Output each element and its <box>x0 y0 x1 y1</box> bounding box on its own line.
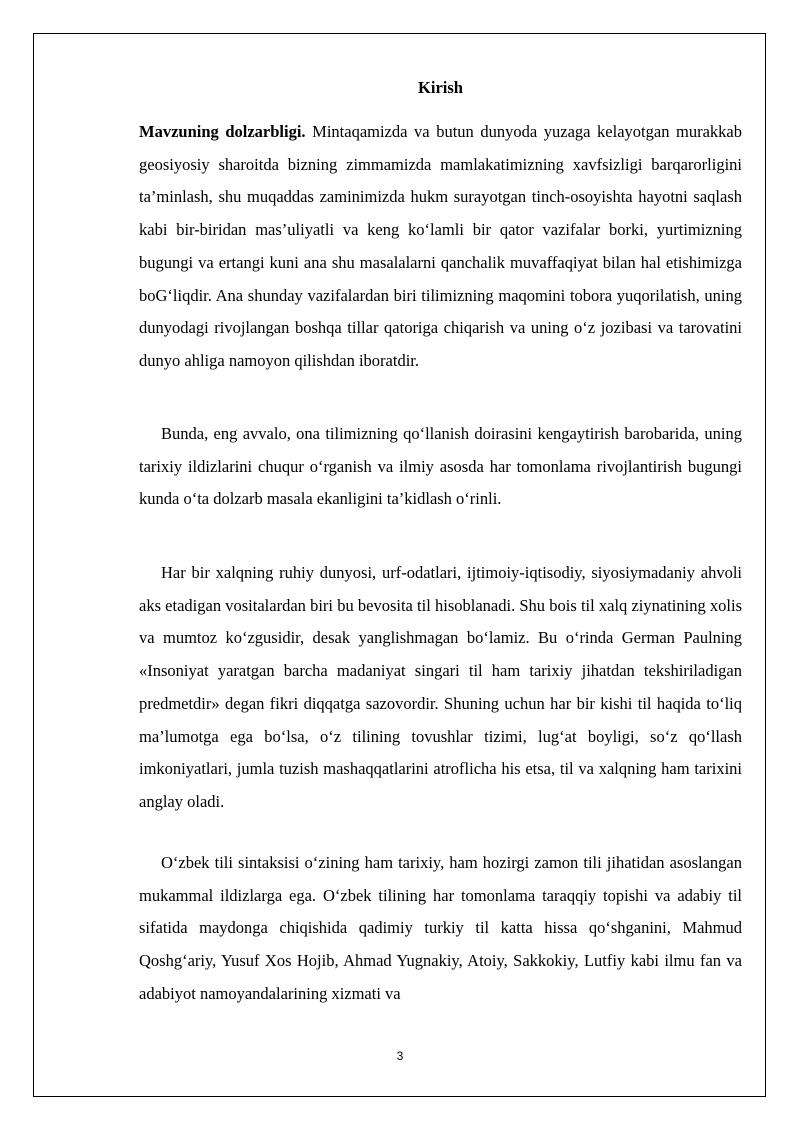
paragraph-relevance <box>139 116 742 378</box>
paragraph-2: Bunda, eng avvalo, ona tilimizning qo‘llanish doirasini kengaytirish barobarida, uning tarixiy ildizlarini chuqur o‘rganish va ilmiy asosda har tomonlama rivojlantirish bugungi kunda o‘ta dolzarb masala ekanligini ta’kidlash o‘rinli. <box>139 424 742 509</box>
section-title: Kirish <box>418 78 463 97</box>
paragraph-3: Har bir xalqning ruhiy dunyosi, urf-odatlari, ijtimoiy-iqtisodiy, siyosiymadaniy ahvoli aks etadigan vositalardan biri bu bevosita til hisoblanadi. Shu bois til xalq ziynatining xolis va mumtoz ko‘zgusidir, desak yanglishmagan bo‘lamiz. Bu o‘rinda German Paulning «Insoniyat yaratgan barcha madaniyat singari til ham tarixiy jihatdan tekshiriladigan predmetdir» degan fikri diqqatga sazovordir. Shuning uchun har bir kishi til haqida to‘liq ma’lumotga ega bo‘lsa, o‘z tilining tovushlar tizimi, lug‘at boyligi, so‘z qo‘llash imkoniyatlari, jumla tuzish mashaqqatlarini atroflicha his etsa, til va xalqning ham tarixini anglay oladi. <box>139 563 742 811</box>
paragraph-4: O‘zbek tili sintaksisi o‘zining ham tarixiy, ham hozirgi zamon tili jihatidan asoslangan mukammal ildizlarga ega. O‘zbek tilining har tomonlama taraqqiy topishi va adabiy til sifatida maydonga chiqishida qadimiy turkiy til katta hissa qo‘shganini, Mahmud Qoshg‘ariy, Yusuf Xos Hojib, Ahmad Yugnakiy, Atoiy, Sakkokiy, Lutfiy kabi ilmu fan va adabiyot namoyandalarining xizmati va <box>139 853 742 1003</box>
paragraph-lead: Mavzuning dolzarbligi. <box>139 122 306 141</box>
paragraph-text: Mintaqamizda va butun dunyoda yuzaga kelayotgan murakkab geosiyosiy sharoitda bizning zimmamizda mamlakatimizning xavfsizligi barqarorligini ta’minlash, shu muqaddas zaminimizda hukm surayotgan tinch-osoyishta hayotni saqlash kabi bir-biridan mas’uliyatli va keng ko‘lamli bir qator vazifalar borki, yurtimizning bugungi va ertangi kuni ana shu masalalarni qanchalik muvaffaqiyat bilan hal etishimizga boG‘liqdir. Ana shunday vazifalardan biri tilimizning maqomini tobora yuqorilatish, uning dunyodagi rivojlangan boshqa tillar qatoriga chiqarish va uning o‘z jozibasi va tarovatini dunyo ahliga namoyon qilishdan iboratdir. <box>139 122 743 370</box>
page-number: 3 <box>396 1049 404 1063</box>
